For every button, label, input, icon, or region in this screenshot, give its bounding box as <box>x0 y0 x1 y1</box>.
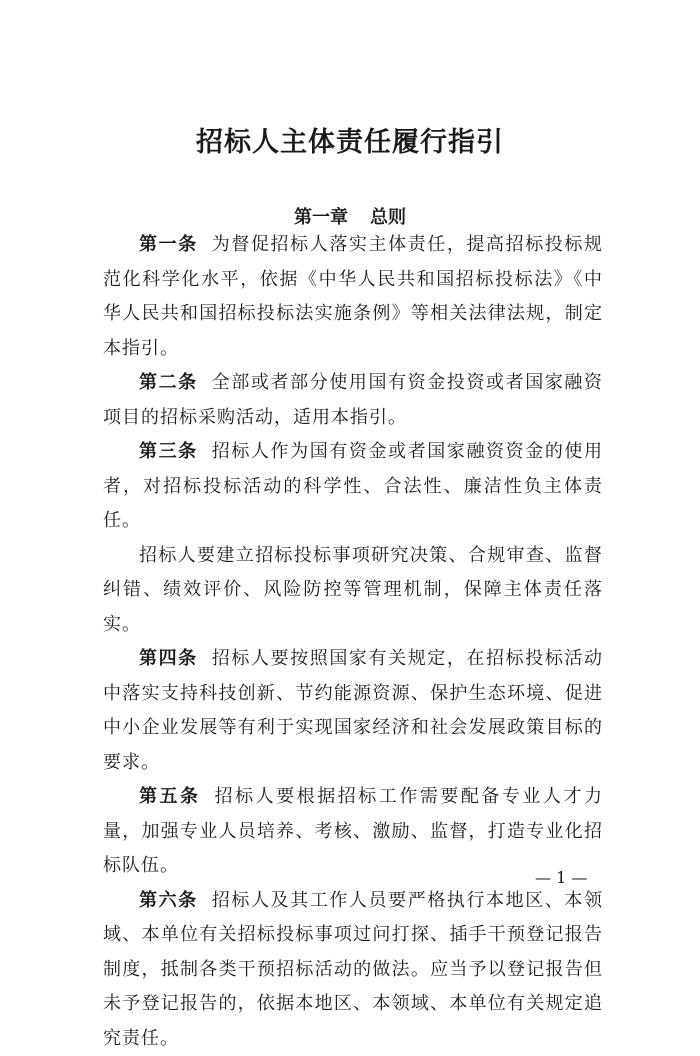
paragraph-article-2 <box>103 366 603 435</box>
paragraph-text: 招标人及其工作人员要严格执行本地区、本领域、本单位有关招标投标事项过问打探、插手干预登记报告制度，抵制各类干预招标活动的做法。应当予以登记报告但未予登记报告的，依据本地区、本领域、本单位有关规定追究责任。 <box>103 890 603 1049</box>
article-label: 第二条 <box>139 372 198 393</box>
chapter-number: 第一章 <box>294 207 348 228</box>
article-label: 第三条 <box>139 441 198 462</box>
chapter-name: 总则 <box>370 207 406 228</box>
paragraph-text: 招标人作为国有资金或者国家融资资金的使用者，对招标投标活动的科学性、合法性、廉洁性负主体责任。 <box>103 441 603 531</box>
article-label: 第五条 <box>139 786 201 807</box>
paragraph-article-3 <box>103 435 603 539</box>
paragraph-article-1 <box>103 228 603 366</box>
paragraph-article-3-continued <box>103 539 603 643</box>
paragraph-text: 为督促招标人落实主体责任，提高招标投标规范化科学化水平，依据《中华人民共和国招标投标法》《中华人民共和国招标投标法实施条例》等相关法律法规，制定本指引。 <box>103 234 603 359</box>
chapter-heading <box>0 203 700 229</box>
paragraph-text: 招标人要按照国家有关规定，在招标投标活动中落实支持科技创新、节约能源资源、保护生态环境、促进中小企业发展等有利于实现国家经济和社会发展政策目标的要求。 <box>103 648 603 773</box>
page-number: — 1 — <box>535 868 587 887</box>
paragraph-text: 全部或者部分使用国有资金投资或者国家融资项目的招标采购活动，适用本指引。 <box>103 372 603 428</box>
article-label: 第一条 <box>139 234 198 255</box>
article-label: 第六条 <box>139 890 198 911</box>
paragraph-article-6 <box>103 884 603 1056</box>
paragraph-text: 招标人要建立招标投标事项研究决策、合规审查、监督纠错、绩效评价、风险防控等管理机制，保障主体责任落实。 <box>103 545 603 635</box>
paragraph-text: 招标人要根据招标工作需要配备专业人才力量，加强专业人员培养、考核、激励、监督，打造专业化招标队伍。 <box>103 786 603 876</box>
paragraph-article-4 <box>103 642 603 780</box>
document-title: 招标人主体责任履行指引 <box>0 120 700 159</box>
paragraph-article-5 <box>103 780 603 884</box>
document-body <box>103 228 603 1056</box>
article-label: 第四条 <box>139 648 198 669</box>
